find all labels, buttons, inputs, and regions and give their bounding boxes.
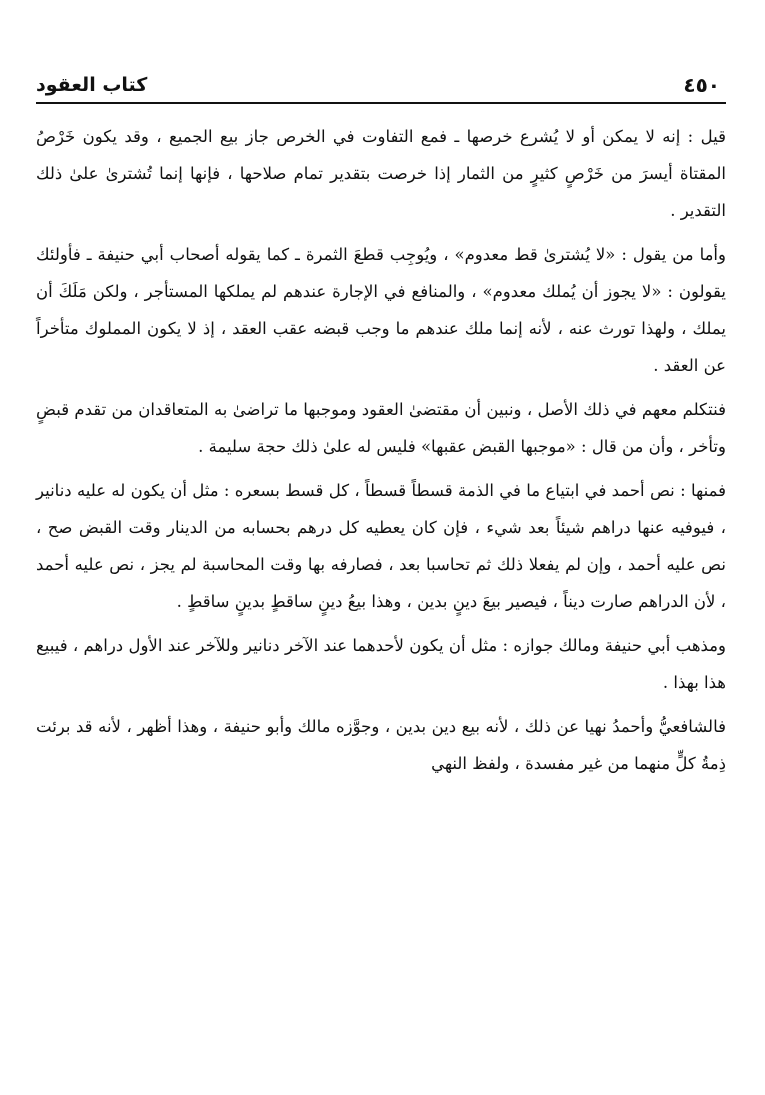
page-body (36, 118, 726, 782)
running-header (36, 72, 726, 104)
book-title: كتاب العقود (36, 74, 148, 96)
page-number: ٤٥٠ (683, 73, 720, 97)
paragraph: فنتكلم معهم في ذلك الأصل ، ونبين أن مقتضىٰ العقود وموجبها ما تراضىٰ به المتعاقدان من تقدم قبضٍ وتأخر ، وأن من قال : «موجبها القبض عقبها» فليس له علىٰ ذلك حجة سليمة . (36, 400, 726, 456)
paragraph: فمنها : نص أحمد في ابتياع ما في الذمة قسطاً قسطاً ، كل قسط بسعره : مثل أن يكون له عليه دنانير ، فيوفيه عنها دراهم شيئاً بعد شيء ، فإن كان يعطيه كل درهم بحسابه من الدينار وقت القبض صح ، نص عليه أحمد ، وإن لم يفعلا ذلك ثم تحاسبا بعد ، فصارفه بها وقت المحاسبة لم يجز ، نص عليه أحمد ، لأن الدراهم صارت ديناً ، فيصير بيعَ دينٍ بدين ، وهذا بيعُ دينٍ ساقطٍ بدينٍ ساقطٍ . (36, 481, 726, 611)
paragraph: فالشافعيُّ وأحمدُ نهيا عن ذلك ، لأنه بيع دين بدين ، وجوَّزه مالك وأبو حنيفة ، وهذا أظهر ، لأنه قد برئت ذِمةُ كلٍّ منهما من غير مفسدة ، ولفظ النهي (36, 717, 726, 773)
paragraph: ومذهب أبي حنيفة ومالك جوازه : مثل أن يكون لأحدهما عند الآخر دنانير وللآخر عند الأول دراهم ، فيبيع هذا بهذا . (36, 636, 726, 692)
paragraph: وأما من يقول : «لا يُشترىٰ قط معدوم» ، ويُوجِب قطعَ الثمرة ـ كما يقوله أصحاب أبي حنيفة ـ فأولئك يقولون : «لا يجوز أن يُملك معدوم» ، والمنافع في الإجارة عندهم لم يملكها المستأجر ، ولكن مَلَكَ أن يملك ، ولهذا تورث عنه ، لأنه إنما ملك عندهم ما وجب قبضه عقب العقد ، إذ لا يكون المملوك متأخراً عن العقد . (36, 245, 726, 375)
book-page (36, 72, 726, 1072)
paragraph: قيل : إنه لا يمكن أو لا يُشرع خرصها ـ فمع التفاوت في الخرص جاز بيع الجميع ، وقد يكون خَرْصُ المقتاة أيسرَ من خَرْصٍ كثيرٍ من الثمار إذا خرصت بتقدير تمام صلاحها ، فإنها إنما تُشترىٰ علىٰ ذلك التقدير . (36, 127, 726, 220)
